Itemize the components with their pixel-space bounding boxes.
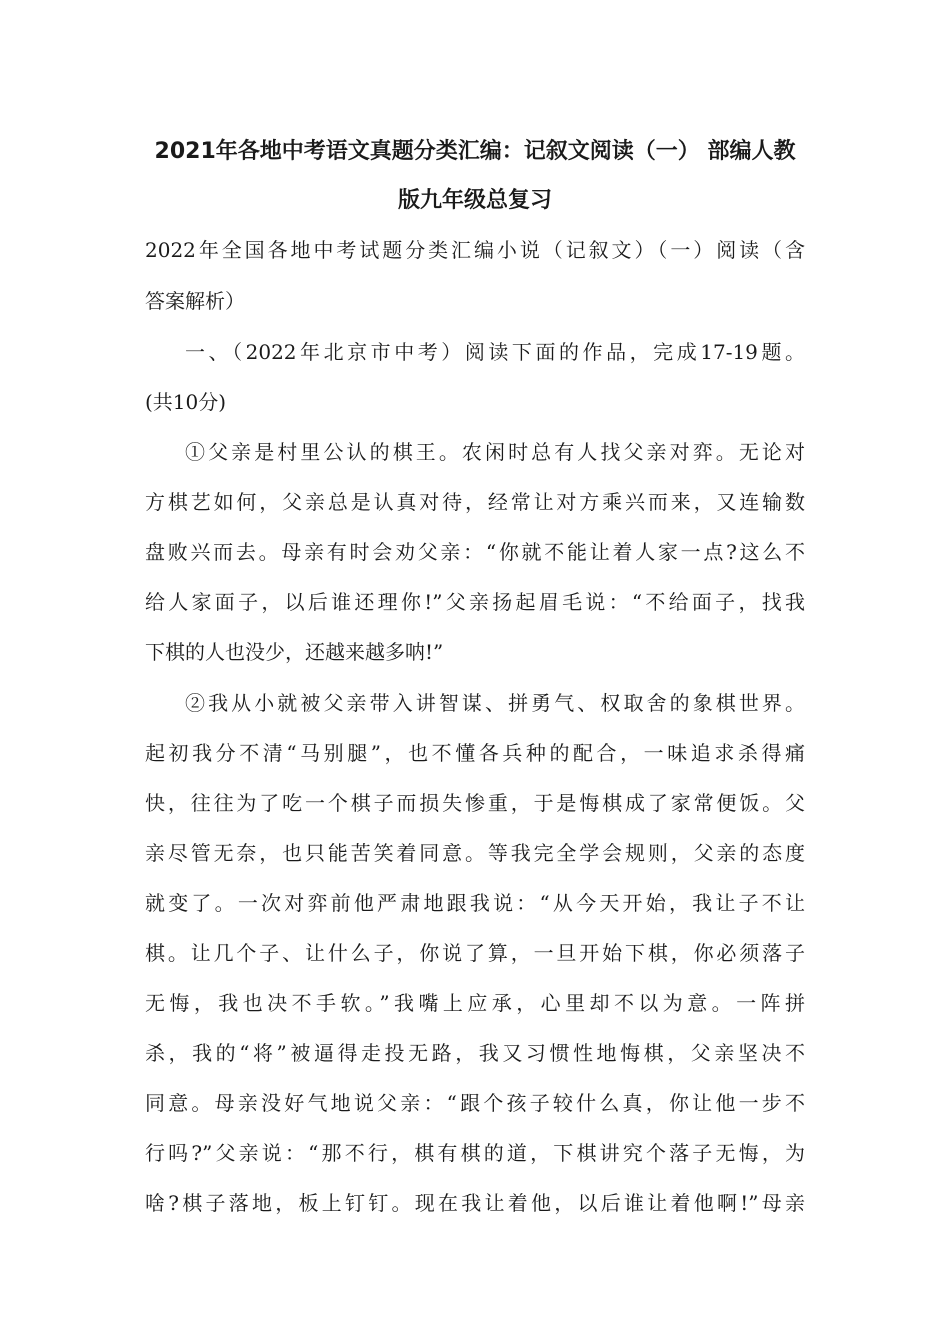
paragraph-2-line: 起初我分不清“马别腿”，也不懂各兵种的配合，一味追求杀得痛 xyxy=(145,741,805,765)
paragraph-2-line: 棋。让几个子、让什么子，你说了算，一旦开始下棋，你必须落子 xyxy=(145,941,805,965)
paragraph-2-line: 行吗?”父亲说：“那不行，棋有棋的道，下棋讲究个落子无悔，为 xyxy=(145,1141,805,1165)
paragraph-2-line: 亲尽管无奈，也只能苦笑着同意。等我完全学会规则，父亲的态度 xyxy=(145,841,805,865)
question-intro-line: 一、（2022年北京市中考）阅读下面的作品，完成17-19题。 xyxy=(185,340,805,364)
paragraph-1-line: 给人家面子，以后谁还理你!”父亲扬起眉毛说：“不给面子，找我 xyxy=(145,590,805,614)
paragraph-2-line: 快，往往为了吃一个棋子而损失惨重，于是悔棋成了家常便饭。父 xyxy=(145,791,805,815)
subtitle-line: 答案解析） xyxy=(145,289,245,313)
paragraph-2-line: ②我从小就被父亲带入讲智谋、拼勇气、权取舍的象棋世界。 xyxy=(185,691,805,715)
paragraph-2-line: 杀，我的“将”被逼得走投无路，我又习惯性地悔棋，父亲坚决不 xyxy=(145,1041,805,1065)
paragraph-1-line: 下棋的人也没少，还越来越多呐!” xyxy=(145,640,444,664)
paragraph-1-line: 方棋艺如何，父亲总是认真对待，经常让对方乘兴而来，又连输数 xyxy=(145,490,805,514)
paragraph-1-line: 盘败兴而去。母亲有时会劝父亲：“你就不能让着人家一点?这么不 xyxy=(145,540,805,564)
subtitle-line: 2022年全国各地中考试题分类汇编小说（记叙文）（一）阅读（含 xyxy=(145,238,805,262)
question-intro-line: (共10分) xyxy=(145,390,227,414)
paragraph-1-line: ①父亲是村里公认的棋王。农闲时总有人找父亲对弈。无论对 xyxy=(185,440,805,464)
document-title-line-2: 版九年级总复习 xyxy=(397,188,552,213)
paragraph-2-line: 无悔，我也决不手软。”我嘴上应承，心里却不以为意。一阵拼 xyxy=(145,991,805,1015)
paragraph-2-line: 就变了。一次对弈前他严肃地跟我说：“从今天开始，我让子不让 xyxy=(145,891,805,915)
paragraph-2-line: 啥?棋子落地，板上钉钉。现在我让着他，以后谁让着他啊!”母亲 xyxy=(145,1191,805,1215)
paragraph-2-line: 同意。母亲没好气地说父亲：“跟个孩子较什么真，你让他一步不 xyxy=(145,1091,805,1115)
document-title-line-1: 2021年各地中考语文真题分类汇编：记叙文阅读（一） 部编人教 xyxy=(154,139,796,164)
